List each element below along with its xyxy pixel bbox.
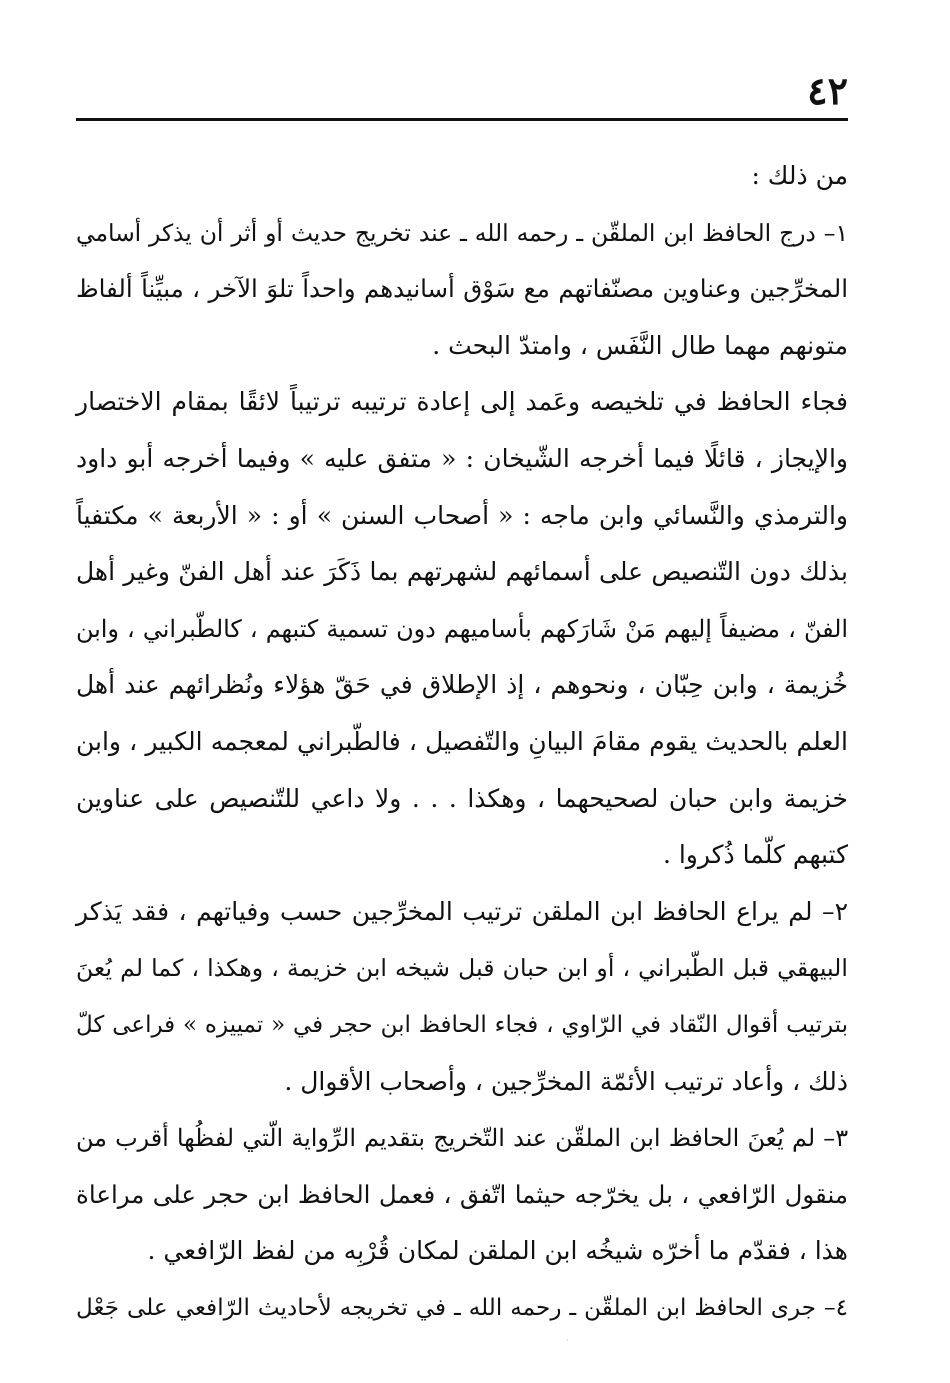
text-line: ٢– لم يراع الحافظ ابن الملقن ترتيب المخرِّجين حسب وفياتهم ، فقد يَذكر bbox=[76, 896, 848, 926]
text-line: ٤– جرى الحافظ ابن الملقّن ـ رحمه الله ـ في تخريجه لأحاديث الرّافعي على جَعْل bbox=[76, 1294, 848, 1321]
text-line: البيهقي قبل الطّبراني ، أو ابن حبان قبل شيخه ابن خزيمة ، وهكذا ، كما لم يُعنَ bbox=[76, 954, 848, 983]
body-text bbox=[76, 148, 848, 1336]
text-line: منقول الرّافعي ، بل يخرّجه حيثما اتّفق ، فعمل الحافظ ابن حجر على مراعاة bbox=[76, 1179, 848, 1209]
paragraph-3 bbox=[76, 884, 848, 1110]
paragraph-5 bbox=[76, 1280, 848, 1337]
paragraph-2 bbox=[76, 374, 848, 883]
text-line: خُزيمة ، وابن حِبّان ، ونحوهم ، إذ الإطلاق في حَقّ هؤلاء ونُظرائهم عند أهل bbox=[76, 670, 848, 700]
text-line: خزيمة وابن حبان لصحيحهما ، وهكذا . . . ولا داعي للتّنصيص على عناوين bbox=[76, 783, 848, 813]
text-line: بذلك دون التّنصيص على أسمائهم لشهرتهم بما ذَكَرَ عند أهل الفنّ وغير أهل bbox=[76, 557, 848, 587]
text-line: ٣– لم يُعنَ الحافظ ابن الملقّن عند التّخريج بتقديم الرِّواية الّتي لفظُها أقرب من bbox=[76, 1124, 848, 1153]
text-line: متونهم مهما طال النَّفَس ، وامتدّ البحث . bbox=[432, 330, 848, 360]
scan-speck: · bbox=[566, 1336, 569, 1346]
text-line: بترتيب أقوال النّقاد في الرّاوي ، فجاء الحافظ ابن حجر في « تمييزه » فراعى كلّ bbox=[76, 1011, 848, 1038]
page-number: ٤٢ bbox=[807, 68, 848, 113]
text-line: فجاء الحافظ في تلخيصه وعَمد إلى إعادة ترتيبه ترتيباً لائقًا بمقام الاختصار bbox=[76, 387, 848, 417]
text-line: الفنّ ، مضيفاً إليهم مَنْ شَارَكهم بأساميهم دون تسمية كتبهم ، كالطّبراني ، وابن bbox=[76, 614, 848, 643]
text-line: هذا ، فقدّم ما أخرّه شيخُه ابن الملقن لمكان قُرْبِه من لفظ الرّافعي . bbox=[147, 1236, 848, 1266]
text-line: كتبهم كلّما ذُكروا . bbox=[662, 840, 848, 870]
text-line: ١– درج الحافظ ابن الملقّن ـ رحمه الله ـ عند تخريج حديث أو أثر أن يذكر أسامي bbox=[76, 218, 848, 247]
paragraph-1 bbox=[76, 205, 848, 375]
text-line: والترمذي والنَّسائي وابن ماجه : « أصحاب السنن » أو : « الأربعة » مكتفياً bbox=[76, 500, 848, 530]
header-rule bbox=[76, 118, 848, 121]
text-line: والإيجاز ، قائلًا فيما أخرجه الشّيخان : « متفق عليه » وفيما أخرجه أبو داود bbox=[76, 443, 848, 473]
intro-line: من ذلك : bbox=[751, 161, 848, 190]
paragraph-4 bbox=[76, 1110, 848, 1280]
text-line: العلم بالحديث يقوم مقامَ البيانِ والتّفصيل ، فالطّبراني لمعجمه الكبير ، وابن bbox=[76, 726, 848, 756]
text-line: المخرِّجين وعناوين مصنّفاتهم مع سَوْق أسانيدهم واحداً تلوَ الآخر ، مبيِّناً ألفاظ bbox=[76, 274, 848, 304]
text-line: ذلك ، وأعاد ترتيب الأئمّة المخرِّجين ، وأصحاب الأقوال . bbox=[284, 1066, 848, 1096]
